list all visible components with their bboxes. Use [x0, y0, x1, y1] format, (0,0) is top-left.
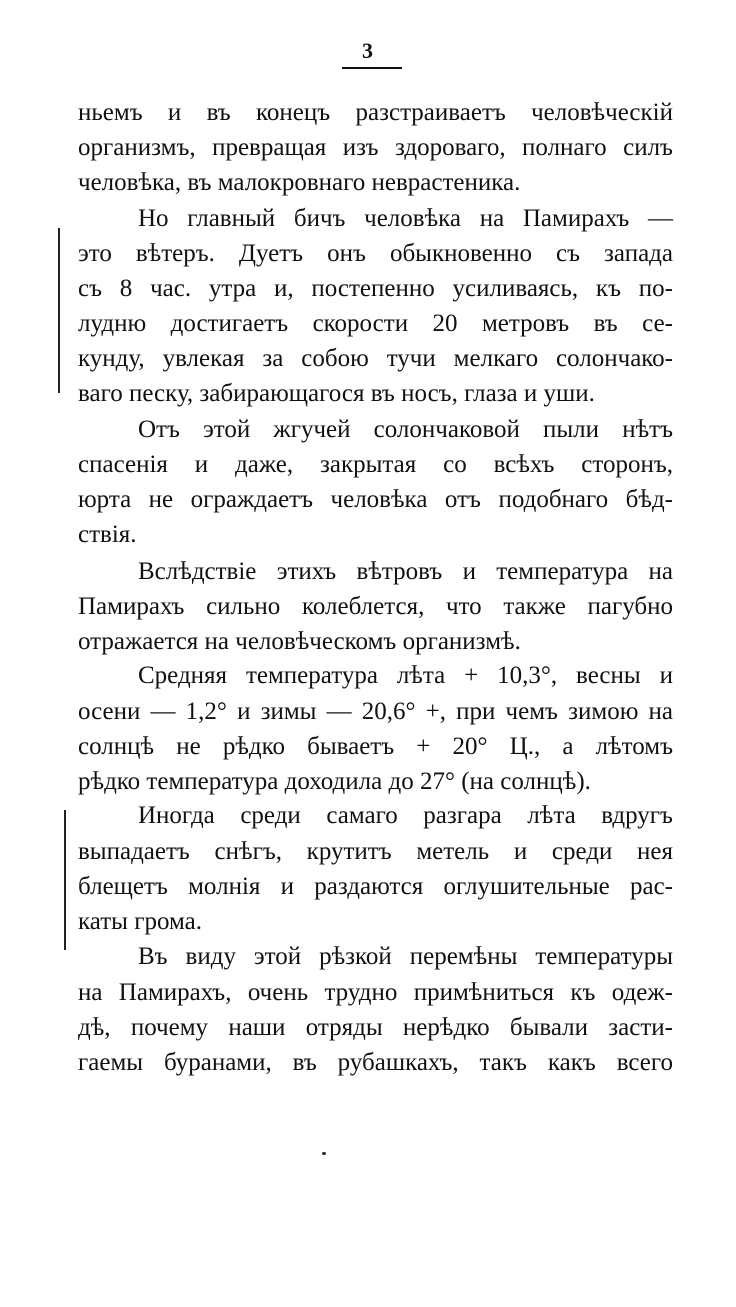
text-line-23: блещетъ молнія и раздаются оглушительные рас- — [78, 873, 673, 900]
text-line-20: рѣдко температура доходила до 27° (на солнцѣ). — [78, 768, 591, 795]
page-number-rule — [342, 67, 402, 69]
text-line-8: кунду, увлекая за собою тучи мелкаго солончако- — [78, 345, 673, 372]
text-line-18: осени — 1,2° и зимы — 20,6° +, при чемъ зимою на — [78, 698, 673, 725]
text-line-9: ваго песку, забирающагося въ носъ, глаза и уши. — [78, 380, 595, 407]
text-line-2: организмъ, превращая изъ здороваго, полнаго силъ — [78, 134, 673, 161]
text-line-10: Отъ этой жгучей солончаковой пыли нѣтъ — [138, 416, 673, 443]
text-line-27: дѣ, почему наши отряды нерѣдко бывали засти- — [78, 1014, 673, 1041]
text-line-3: человѣка, въ малокровнаго неврастеника. — [78, 169, 521, 196]
text-line-12: юрта не ограждаетъ человѣка отъ подобнаго бѣд- — [78, 486, 673, 513]
text-line-22: выпадаетъ снѣгъ, крутитъ метель и среди нея — [78, 838, 673, 865]
text-line-5: это вѣтеръ. Дуетъ онъ обыкновенно съ запада — [78, 240, 673, 267]
margin-mark-upper — [58, 228, 60, 393]
text-line-17: Средняя температура лѣта + 10,3°, весны и — [138, 662, 673, 689]
text-line-28: гаемы буранами, въ рубашкахъ, такъ какъ всего — [78, 1049, 673, 1076]
text-line-21: Иногда среди самаго разгара лѣта вдругъ — [138, 802, 673, 829]
text-line-1: ньемъ и въ конецъ разстраиваетъ человѣческій — [78, 99, 673, 126]
text-line-11: спасенія и даже, закрытая со всѣхъ сторонъ, — [78, 451, 673, 478]
page-speck — [322, 1152, 326, 1155]
text-line-24: каты грома. — [78, 908, 202, 935]
margin-mark-lower — [64, 810, 66, 950]
text-line-25: Въ виду этой рѣзкой перемѣны температуры — [138, 943, 673, 970]
text-line-7: лудню достигаетъ скорости 20 метровъ въ се- — [78, 310, 673, 337]
page-number: 3 — [362, 38, 374, 63]
text-line-15: Памирахъ сильно колеблется, что также пагубно — [78, 593, 673, 620]
text-line-26: на Памирахъ, очень трудно примѣниться къ одеж- — [78, 979, 673, 1006]
text-line-19: солнцѣ не рѣдко бываетъ + 20° Ц., а лѣтомъ — [78, 733, 673, 760]
text-line-16: отражается на человѣческомъ организмѣ. — [78, 628, 521, 655]
text-line-13: ствія. — [78, 521, 137, 548]
text-line-4: Но главный бичъ человѣка на Памирахъ — — [138, 205, 673, 232]
text-line-6: съ 8 час. утра и, постепенно усиливаясь, къ по- — [78, 275, 673, 302]
text-line-14: Вслѣдствіе этихъ вѣтровъ и температура на — [138, 558, 673, 585]
